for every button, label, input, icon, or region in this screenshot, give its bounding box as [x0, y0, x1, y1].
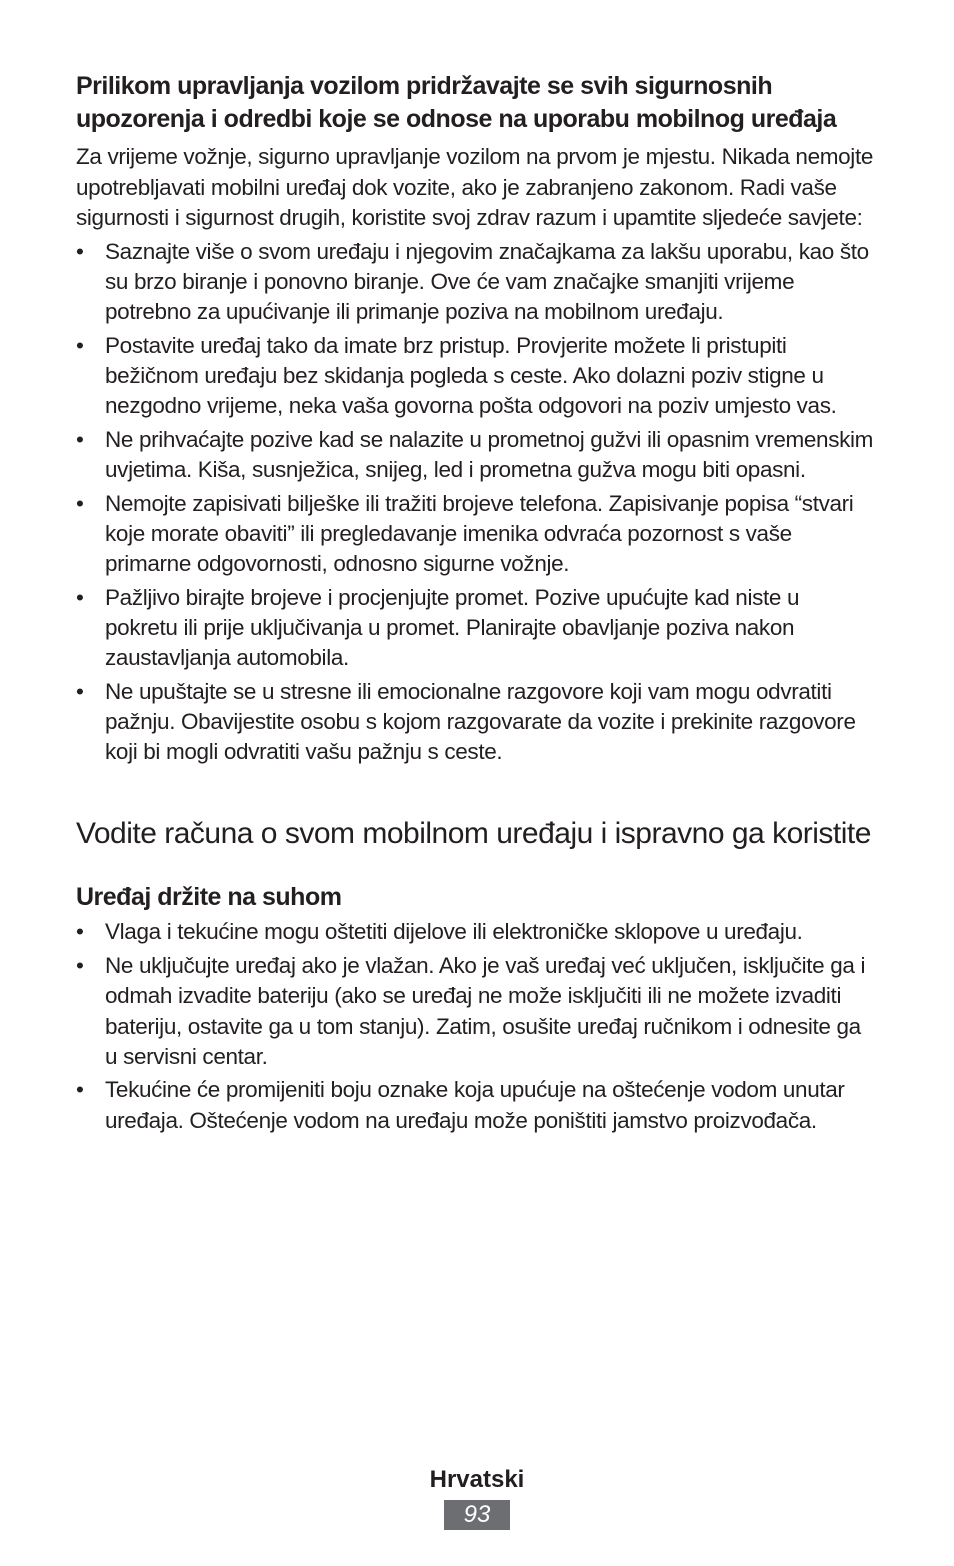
section-heading-driving-safety: Prilikom upravljanja vozilom pridržavajte se svih sigurnosnih upozorenja i odredbi koje se odnose na uporabu mobilnog uređaja: [76, 72, 837, 133]
list-item: [76, 951, 876, 1072]
driving-tips-list: [76, 237, 876, 768]
bullet-icon: •: [76, 238, 84, 264]
bullet-icon: •: [76, 584, 84, 610]
subheading-keep-dry: Uređaj držite na suhom: [76, 883, 342, 912]
bullet-icon: •: [76, 953, 84, 979]
bullet-icon: •: [76, 490, 84, 516]
page-number-badge: 93: [444, 1500, 510, 1530]
list-item: [76, 237, 876, 328]
list-item-text: Tekućine će promijeniti boju oznake koja upućuje na oštećenje vodom unutar uređaja. Oštećenje vodom na uređaju može poništiti jamstvo proizvođača.: [105, 1077, 845, 1133]
list-item: [76, 677, 876, 768]
list-item-text: Ne uključujte uređaj ako je vlažan. Ako je vaš uređaj već uključen, isključite ga i odmah izvadite bateriju (ako se uređaj ne može isključiti ili ne možete izvaditi bateriju, ostavite ga u tom stanju). Zatim, osušite uređaj ručnikom i odnesite ga u servisni centar.: [105, 953, 866, 1069]
bullet-icon: •: [76, 919, 84, 945]
list-item-text: Ne prihvaćajte pozive kad se nalazite u prometnoj gužvi ili opasnim vremenskim uvjetima. Kiša, susnježica, snijeg, led i prometna gužva mogu biti opasni.: [105, 426, 874, 482]
list-item: [76, 331, 876, 422]
list-item-text: Vlaga i tekućine mogu oštetiti dijelove ili elektroničke sklopove u uređaju.: [105, 919, 803, 945]
section-title-device-care: Vodite računa o svom mobilnom uređaju i ispravno ga koristite: [76, 817, 871, 851]
list-item: [76, 489, 876, 580]
list-item-text: Pažljivo birajte brojeve i procjenjujte promet. Pozive upućujte kad niste u pokretu ili prije uključivanja u promet. Planirajte obavljanje poziva nakon zaustavljanja automobila.: [105, 584, 800, 671]
list-item: [76, 917, 876, 947]
bullet-icon: •: [76, 426, 84, 452]
bullet-icon: •: [76, 1077, 84, 1103]
intro-paragraph: Za vrijeme vožnje, sigurno upravljanje vozilom na prvom je mjestu. Nikada nemojte upotrebljavati mobilni uređaj dok vozite, ako je zabranjeno zakonom. Radi vaše sigurnosti i sigurnost drugih, koristite svoj zdrav razum i upamtite sljedeće savjete:: [76, 144, 874, 230]
list-item: [76, 425, 876, 485]
list-item-text: Nemojte zapisivati bilješke ili tražiti brojeve telefona. Zapisivanje popisa “stvari koje morate obaviti” ili pregledavanje imenika odvraća pozornost s vaše primarne odgovornosti, odnosno sigurne vožnje.: [105, 490, 854, 577]
list-item-text: Postavite uređaj tako da imate brz pristup. Provjerite možete li pristupiti bežičnom uređaju bez skidanja pogleda s ceste. Ako dolazni poziv stigne u nezgodno vrijeme, neka vaša govorna pošta odgovori na poziv umjesto vas.: [105, 332, 837, 419]
keep-dry-list: [76, 917, 876, 1135]
bullet-icon: •: [76, 678, 84, 704]
list-item: [76, 1075, 876, 1135]
page-content: [76, 70, 876, 1139]
list-item-text: Saznajte više o svom uređaju i njegovim značajkama za lakšu uporabu, kao što su brzo biranje i ponovno biranje. Ove će vam značajke smanjiti vrijeme potrebno za upućivanje ili primanje poziva na mobilnom uređaju.: [105, 238, 869, 324]
list-item: [76, 583, 876, 674]
footer-language: Hrvatski: [429, 1466, 525, 1493]
list-item-text: Ne upuštajte se u stresne ili emocionalne razgovore koji vam mogu odvratiti pažnju. Obavijestite osobu s kojom razgovarate da vozite i prekinite razgovore koji bi mogli odvratiti vašu pažnju s ceste.: [105, 678, 856, 765]
bullet-icon: •: [76, 332, 84, 358]
page-footer: [0, 1464, 954, 1530]
